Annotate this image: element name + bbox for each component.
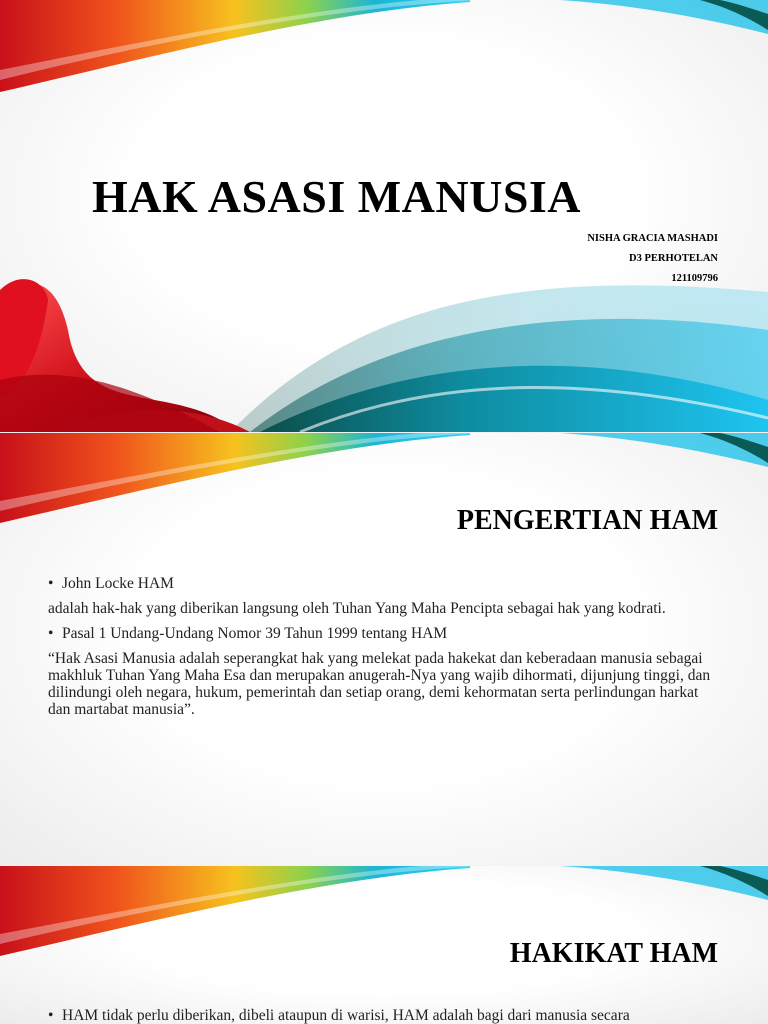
bullet-item: • John Locke HAM bbox=[48, 575, 720, 592]
author-block bbox=[587, 229, 718, 289]
paragraph: adalah hak-hak yang diberikan langsung oleh Tuhan Yang Maha Pencipta sebagai hak yang kodrati. bbox=[48, 600, 666, 617]
author-name: NISHA GRACIA MASHADI bbox=[587, 233, 718, 244]
slide-body bbox=[48, 1007, 720, 1024]
student-id: 121109796 bbox=[671, 273, 718, 284]
bullet-item: • HAM tidak perlu diberikan, dibeli ataupun di warisi, HAM adalah bagi dari manusia secara bbox=[48, 1007, 720, 1024]
paragraph: “Hak Asasi Manusia adalah seperangkat hak yang melekat pada hakekat dan keberadaan manusia sebagai makhluk Tuhan Yang Maha Esa dan merupakan anugerah-Nya yang wajib dihormati, dijunjung tinggi, dan dilindungi oleh negara, hukum, pemerintah dan setiap orang, demi kehormatan serta perlindungan harkat dan martabat manusia”. bbox=[48, 650, 711, 718]
bullet-item: • Pasal 1 Undang-Undang Nomor 39 Tahun 1999 tentang HAM bbox=[48, 625, 720, 642]
slide-heading: HAKIKAT HAM bbox=[509, 938, 718, 969]
slide-body bbox=[48, 575, 720, 726]
title-slide bbox=[0, 0, 768, 432]
slide-heading: PENGERTIAN HAM bbox=[456, 505, 718, 536]
content-slide-hakikat bbox=[0, 866, 768, 1024]
presentation-title: HAK ASASI MANUSIA bbox=[92, 171, 582, 222]
study-program: D3 PERHOTELAN bbox=[629, 253, 718, 264]
content-slide-pengertian bbox=[0, 433, 768, 865]
